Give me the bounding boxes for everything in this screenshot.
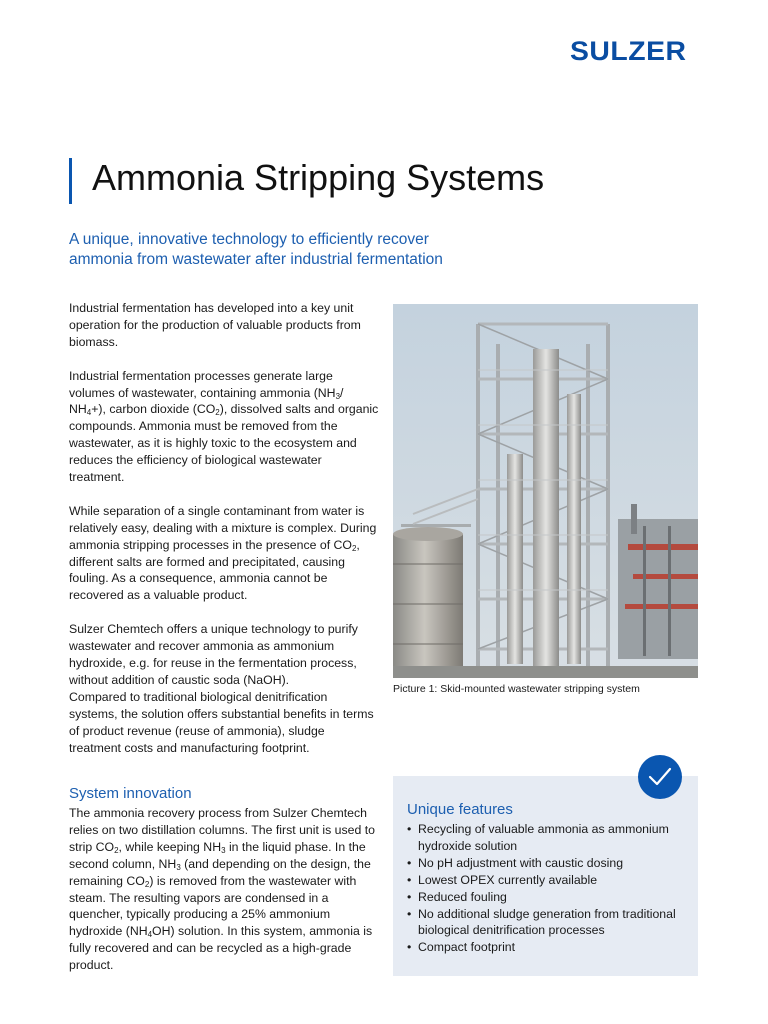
sulzer-logo: SULZER [570, 36, 687, 66]
subtitle-line-1: A unique, innovative technology to efficiently recover [69, 231, 429, 248]
intro-column [69, 300, 379, 773]
feature-item: • Compact footprint [407, 939, 692, 956]
feature-item: • Lowest OPEX currently available [407, 872, 692, 889]
feature-item: • No additional sludge generation from traditional biological denitrification processes [407, 906, 692, 940]
intro-paragraph-3: While separation of a single contaminant from water is relatively easy, dealing with a mixture is complex. During ammonia stripping processes in the presence of $CO_2$, different salts are formed and precipitated, causing fouling. As a consequence, ammonia cannot be recovered as a valuable product. [69, 503, 377, 603]
title-accent-bar [69, 158, 72, 204]
page-subtitle [69, 230, 509, 270]
subtitle-line-2: ammonia from wastewater after industrial fermentation [69, 251, 443, 268]
intro-paragraph-5: Compared to traditional biological denitrification systems, the solution offers substantial benefits in terms of product revenue (reuse of ammonia), sludge treatment costs and manufacturing footprint. [69, 689, 374, 755]
stripping-system-photo [393, 304, 698, 678]
page-title: Ammonia Stripping Systems [92, 157, 545, 198]
feature-item: • No pH adjustment with caustic dosing [407, 855, 692, 872]
system-innovation-heading: System innovation [69, 785, 192, 802]
intro-paragraph-4: Sulzer Chemtech offers a unique technology to purify wastewater and recover ammonia as ammonium hydroxide, e.g. for reuse in the fermentation process, without addition of caustic soda (NaOH). [69, 622, 358, 687]
unique-features-list [407, 821, 692, 956]
feature-item: • Recycling of valuable ammonia as ammonium hydroxide solution [407, 821, 692, 855]
unique-features-heading: Unique features [407, 801, 513, 818]
intro-paragraph-1: Industrial fermentation has developed into a key unit operation for the production of valuable products from biomass. [69, 301, 361, 349]
system-innovation-text: The ammonia recovery process from Sulzer Chemtech relies on two distillation columns. The first unit is used to strip $CO_2$, while keeping $NH_3$ in the liquid phase. In the second column, $NH_3$ (and depending on the design, the remaining $CO_2$) is removed from the wastewater with steam. The resulting vapors are condensed in a quencher, typically producing a 25% ammonium hydroxide $(NH_4OH)$ solution. In this system, ammonia is fully recovered and can be recycled as a high-grade product. [69, 806, 375, 973]
photo-caption: Picture 1: Skid-mounted wastewater stripping system [393, 683, 640, 695]
feature-item: • Reduced fouling [407, 889, 692, 906]
checkmark-icon [638, 755, 682, 799]
intro-paragraph-2: Industrial fermentation processes generate large volumes of wastewater, containing ammonia ($NH_3/$ $NH_4+$), carbon dioxide $(CO_2)$, dissolved salts and organic compounds. Ammonia must be removed from the wastewater, as it is highly toxic to the ecosystem and reduces the efficiency of biological wastewater treatment. [69, 368, 379, 485]
